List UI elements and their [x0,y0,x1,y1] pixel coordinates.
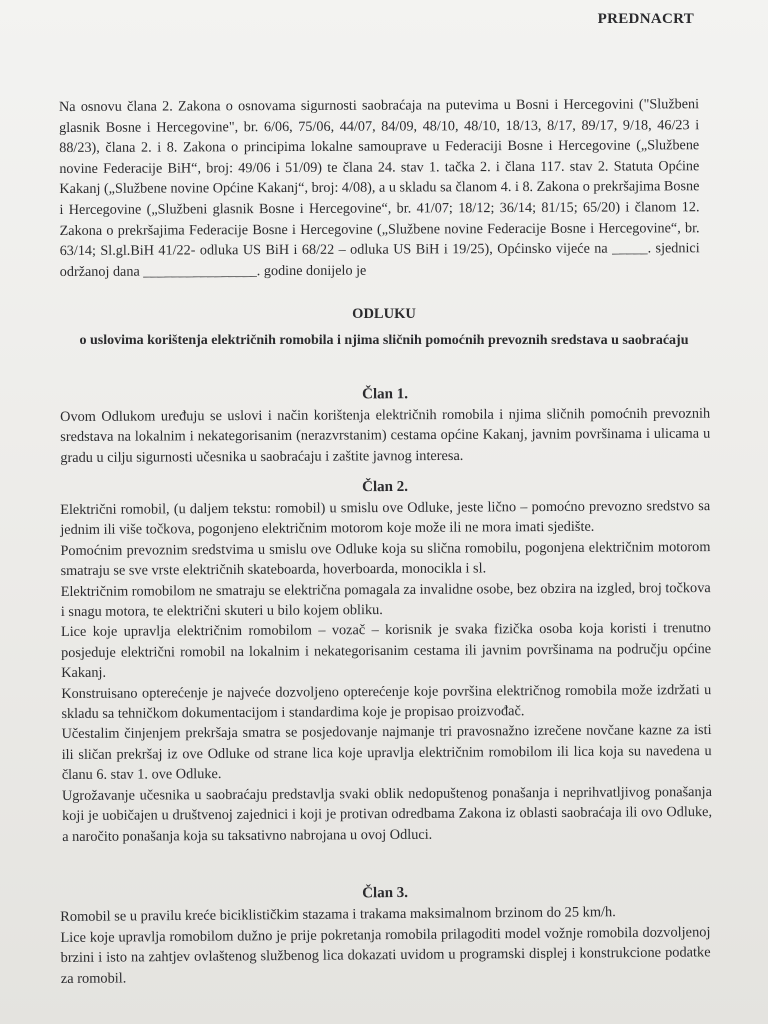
article-1 [60,383,710,469]
article-heading: Član 1. [362,386,409,403]
draft-stamp: PREDNACRT [597,11,694,27]
decision-subtitle: o uslovima korištenja električnih romobila i njima sličnih pomoćnih prevoznih sredstava u saobraćaju [79,333,689,348]
decision-title-block [60,304,708,351]
article-paragraph: Lice koje upravlja romobilom dužno je prije pokretanja romobila prilagoditi model vožnje romobila dozvoljenoj brzini i isto na zahtjev ovlaštenog službenog lica dokazati uvidom u programski displej i konstrukcione podatke za romobil. [60,923,711,987]
article-paragraph: Učestalim činjenjem prekršaja smatra se posjedovanje najmanje tri pravosnažno izrečene novčane kazne za isti ili sličan prekršaj iz ove Odluke od strane lica koje upravlja električnim romobilom ili lica koja su navedena u članu 6. stav 1. ove Odluke. [61,722,712,784]
article-heading: Član 3. [362,884,409,902]
article-paragraph: Lice koje upravlja električnim romobilom – vozač – korisnik je svaka fizička osoba koja koristi i trenutno posjeduje električni romobil na lokalnim i nekategorisanim cestama ili javnim površinama na području općine Kakanj. [60,620,712,682]
article-paragraph: Konstruisano opterećenje je najveće dozvoljeno opterećenje koje površina električnog romobila može izdržati u skladu sa tehničkom dokumentacijom i standardima koje je propisao proizvođač. [61,681,712,723]
article-paragraph: Električni romobil, (u daljem tekstu: romobil) u smislu ove Odluke, jeste lično – pomoćno prevozno sredstvo sa jednim ili više točkova, pogonjeno električnim motorom koje može ili ne mora imati sjedište. [60,498,711,539]
article-paragraph: Ugrožavanje učesnika u saobraćaju predstavlja svaki oblik nedopuštenog ponašanja i neprihvatljivog ponašanja koji je uobičajen u društvenoj zajednici i koji je protivan odredbama Zakona iz oblasti saobraćaja ili ovo Odluke, a naročito ponašanja koja su taksativno nabrojana u ovoj Odluci. [61,783,713,845]
article-paragraph: Romobil se u pravilu kreće biciklističkim stazama i trakama maksimalnom brzinom do 25 km/h. [60,904,616,925]
article-2 [60,475,712,847]
article-heading: Član 2. [362,478,409,496]
article-paragraph: Električnim romobilom ne smatraju se električna pomagala za invalidne osobe, bez obzira na izgled, broj točkova i snagu motora, te električni skuteri u bilo kojem obliku. [60,579,711,621]
decision-title: ODLUKU [352,306,416,322]
article-3 [60,880,711,989]
preamble-paragraph: Na osnovu člana 2. Zakona o osnovama sigurnosti saobraćaja na putevima u Bosni i Hercegovini ("Službeni glasnik Bosne i Hercegovine", br. 6/06, 75/06, 44/07, 84/09, 48/10, 48/10, 18/13, 8/17, 89/17, 9/18, 46/23 i 88/23), člana 2. i 8. Zakona o principima lokalne samouprave u Federaciji Bosne i Hercegovine („Službene novine Federacije BiH“, broj: 49/06 i 51/09) te člana 24. stav 1. tačka 2. i člana 117. stav 2. Statuta Općine Kakanj („Službene novine Općine Kakanj“, broj: 4/08), a u skladu sa članom 4. i 8. Zakona o prekršajima Bosne i Hercegovine („Službeni glasnik Bosne i Hercegovine“, br. 41/07; 18/12; 36/14; 81/15; 65/20) i članom 12. Zakona o prekršajima Federacije Bosne i Hercegovine („Službene novine Federacije Bosne i Hercegovine“, br. 63/14; Sl.gl.BiH 41/22- odluka US BiH i 68/22 – odluka US BiH i 19/25), Općinsko vijeće na _____. sjednici održanoj dana ________________. godine donijelo je [59,96,700,280]
article-paragraph: Pomoćnim prevoznim sredstvima u smislu ove Odluke koja su slična romobilu, pogonjena električnim motorom smatraju se sve vrste električnih skateboarda, hoverboarda, monocikla i sl. [60,538,711,580]
article-paragraph: Ovom Odlukom uređuju se uslovi i način korištenja električnih romobila i njima sličnih pomoćnih prevoznih sredstava na lokalnim i nekategorisanim (nerazvrstanim) cestama općine Kakanj, javnim površinama i ulicama u gradu u cilju sigurnosti učesnika u saobraćaju i zaštite javnog interesa. [60,405,711,466]
